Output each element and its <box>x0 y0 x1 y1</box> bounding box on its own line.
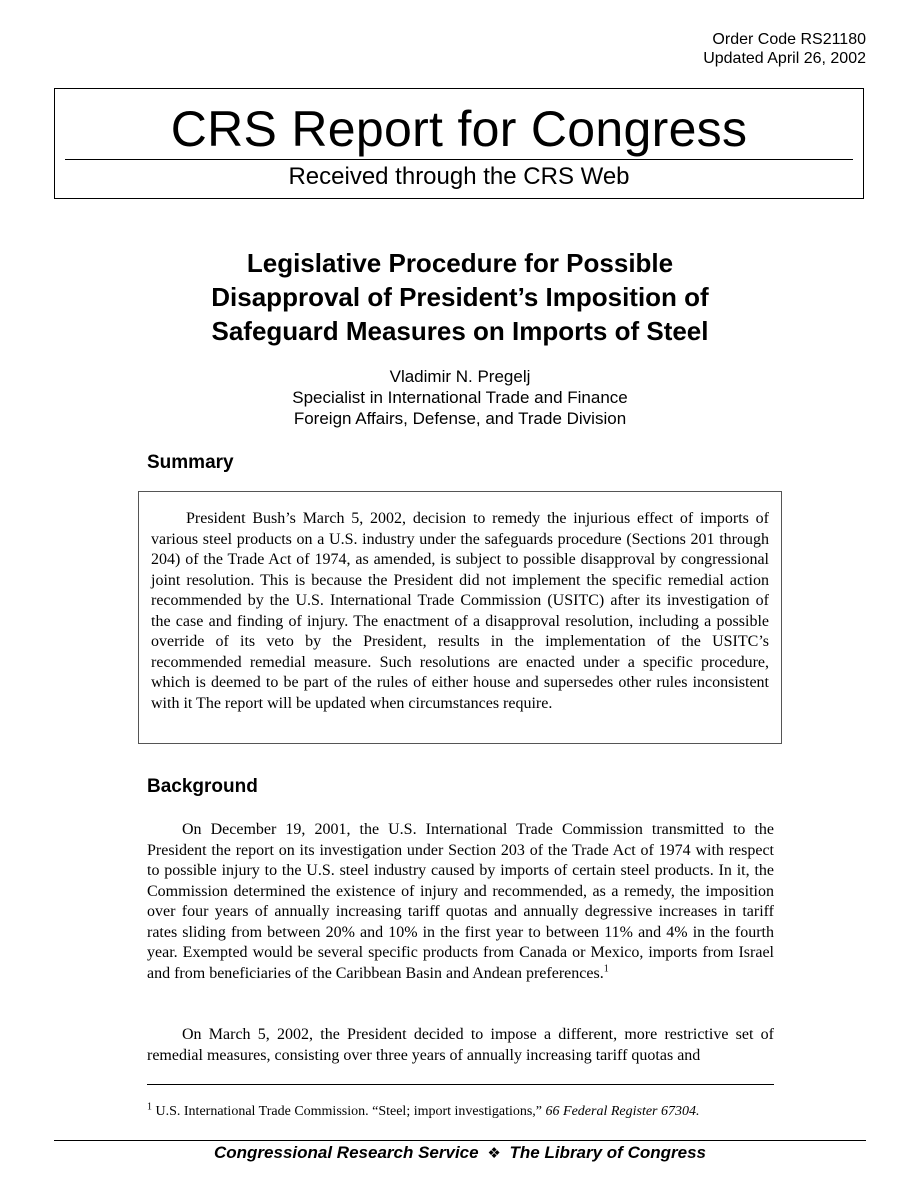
footer-library: The Library of Congress <box>509 1143 706 1162</box>
banner-divider <box>65 159 853 160</box>
background-paragraph: On March 5, 2002, the President decided to impose a different, more restrictive set of remedial measures, consisting over three years of annually increasing tariff quotas and <box>147 1026 774 1064</box>
footnote-divider <box>147 1084 774 1085</box>
footer-divider <box>54 1140 866 1141</box>
summary-heading: Summary <box>147 452 234 473</box>
report-banner <box>54 88 864 199</box>
title-line: Disapproval of President’s Imposition of <box>211 282 709 312</box>
banner-subtitle: Received through the CRS Web <box>288 163 630 190</box>
footnote-ref[interactable]: 1 <box>603 963 609 975</box>
summary-body: President Bush’s March 5, 2002, decision to remedy the injurious effect of imports of various steel products on a U.S. industry under the safeguards procedure (Sections 201 through 204) of the Trade Act of 1974, as amended, is subject to possible disapproval by congressional joint resolution. This is because the President did not implement the specific remedial action recommended by the U.S. International Trade Commission (USITC) after its investigation of the case and finding of injury. The enactment of a disapproval resolution, including a possible override of its veto by the President, results in the implementation of the USITC’s recommended remedial measure. Such resolutions are enacted under a specific procedure, which is deemed to be part of the rules of either house and supersedes other rules inconsistent with it The report will be updated when circumstances require. <box>151 510 769 712</box>
title-line: Legislative Procedure for Possible <box>246 248 674 278</box>
paragraph-text: On December 19, 2001, the U.S. International Trade Commission transmitted to the President the report on its investigation under Section 203 of the Trade Act of 1974 with respect to possible injury to the U.S. steel industry caused by imports of certain steel products. In it, the Commission determined the existence of injury and recommended, as a remedy, the imposition over four years of annually increasing tariff quotas and annually degressive increases in tariff rates sliding from between 20% and 10% in the first year to between 11% and 4% in the fourth year. Exempted would be several specific products from Canada or Mexico, imports from Israel and from beneficiaries of the Caribbean Basin and Andean preferences. <box>147 821 774 982</box>
author-division: Foreign Affairs, Defense, and Trade Division <box>293 409 627 428</box>
title-line: Safeguard Measures on Imports of Steel <box>211 316 709 346</box>
order-code: Order Code RS21180 <box>712 31 866 48</box>
diamond-icon: ❖ <box>487 1145 501 1162</box>
order-info <box>703 30 866 68</box>
summary-text <box>151 509 769 714</box>
footer-crs: Congressional Research Service <box>214 1143 479 1162</box>
footnote <box>147 1103 774 1121</box>
document-title <box>0 246 920 348</box>
footnote-publication: 66 Federal Register 67304. <box>545 1104 700 1119</box>
footnote-number: 1 <box>147 1101 152 1113</box>
author-block <box>0 366 920 429</box>
author-title: Specialist in International Trade and Finance <box>292 388 628 407</box>
page-footer <box>0 1143 920 1164</box>
footnote-text: U.S. International Trade Commission. “Steel; import investigations,” <box>152 1104 546 1119</box>
background-paragraph <box>147 820 774 984</box>
updated-date: Updated April 26, 2002 <box>703 50 866 67</box>
background-heading: Background <box>147 776 258 797</box>
banner-title: CRS Report for Congress <box>170 101 748 157</box>
author-name: Vladimir N. Pregelj <box>389 367 531 386</box>
